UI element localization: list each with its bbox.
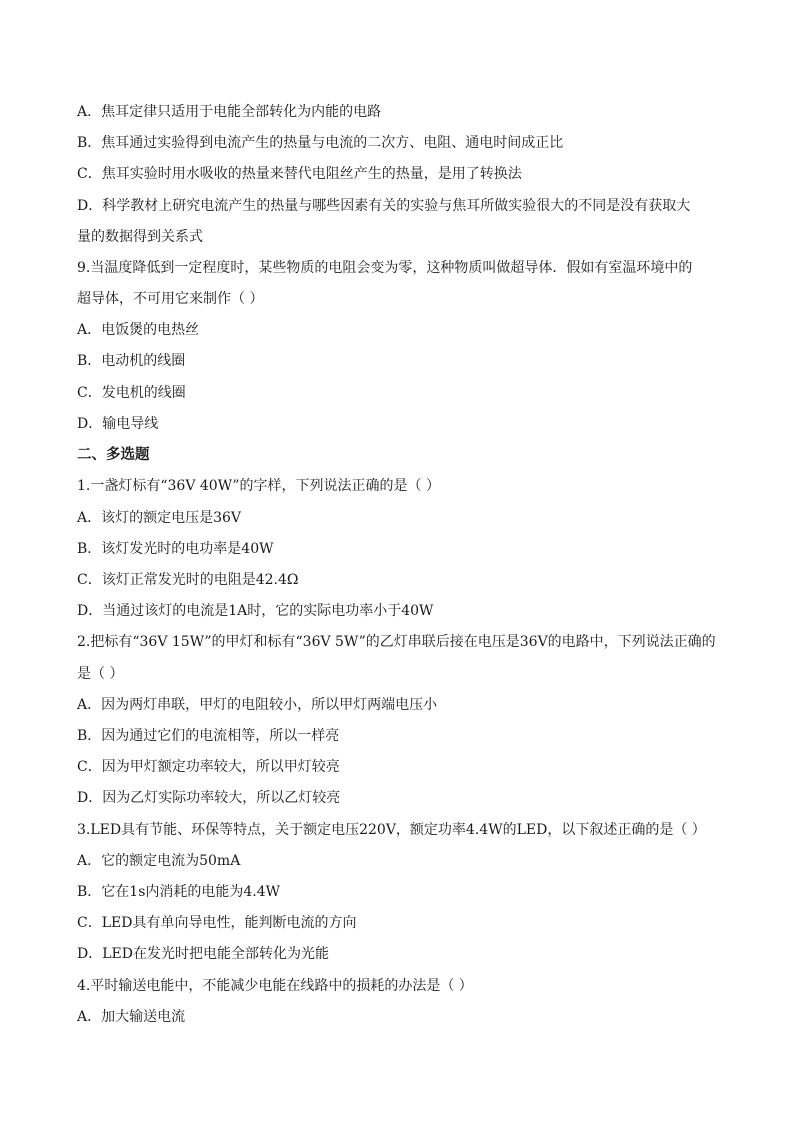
mq3-option-b: B．它在1s内消耗的电能为4.4W (77, 884, 281, 900)
option-d-text: D．科学教材上研究电流产生的热量与哪些因素有关的实验与焦耳所做实验很大的不同是没有获取大 (77, 198, 691, 214)
q9-option-a: A．电饭煲的电热丝 (77, 322, 200, 338)
option-c-text: C．焦耳实验时用水吸收的热量来替代电阻丝产生的热量，是用了转换法 (77, 166, 522, 182)
mq2-option-c: C．因为甲灯额定功率较大，所以甲灯较亮 (77, 759, 340, 775)
mq2-option-d: D．因为乙灯实际功率较大，所以乙灯较亮 (77, 790, 341, 806)
question-9-stem-continued: 超导体，不可用它来制作（ ） (77, 291, 264, 307)
q9-option-c: C．发电机的线圈 (77, 385, 186, 401)
mq3-option-d: D．LED在发光时把电能全部转化为光能 (77, 946, 329, 962)
question-9-stem: 9.当温度降低到一定程度时，某些物质的电阻会变为零，这种物质叫做超导体．假如有室温环境中的 (77, 260, 693, 276)
mq1-stem: 1.一盏灯标有“36V 40W”的字样，下列说法正确的是（ ） (77, 478, 440, 494)
mq1-option-a: A．该灯的额定电压是36V (77, 510, 242, 526)
mq4-option-a: A．加大输送电流 (77, 1009, 186, 1025)
option-b-text: B．焦耳通过实验得到电流产生的热量与电流的二次方、电阻、通电时间成正比 (77, 135, 564, 151)
mq1-option-d: D．当通过该灯的电流是1A时，它的实际电功率小于40W (77, 603, 434, 619)
option-a-text: A．焦耳定律只适用于电能全部转化为内能的电路 (77, 104, 382, 120)
option-d-text-continued: 量的数据得到关系式 (77, 229, 203, 245)
mq2-stem-continued: 是（ ） (77, 666, 124, 682)
mq3-stem: 3.LED具有节能、环保等特点，关于额定电压220V，额定功率4.4W的LED，以下叙述正确的是（ ） (77, 822, 706, 838)
mq1-option-c: C．该灯正常发光时的电阻是42.4Ω (77, 572, 299, 588)
mq1-option-b: B．该灯发光时的电功率是40W (77, 541, 274, 557)
section-heading: 二、多选题 (77, 447, 150, 463)
mq4-stem: 4.平时输送电能中，不能减少电能在线路中的损耗的办法是（ ） (77, 978, 473, 994)
mq3-option-c: C．LED具有单向导电性，能判断电流的方向 (77, 915, 357, 931)
q9-option-d: D．输电导线 (77, 416, 159, 432)
mq2-option-b: B．因为通过它们的电流相等，所以一样亮 (77, 728, 340, 744)
mq3-option-a: A．它的额定电流为50mA (77, 853, 241, 869)
mq2-option-a: A．因为两灯串联，甲灯的电阻较小，所以甲灯两端电压小 (77, 697, 438, 713)
q9-option-b: B．电动机的线圈 (77, 353, 186, 369)
mq2-stem: 2.把标有“36V 15W”的甲灯和标有“36V 5W”的乙灯串联后接在电压是36V的电路中，下列说法正确的 (77, 634, 716, 650)
